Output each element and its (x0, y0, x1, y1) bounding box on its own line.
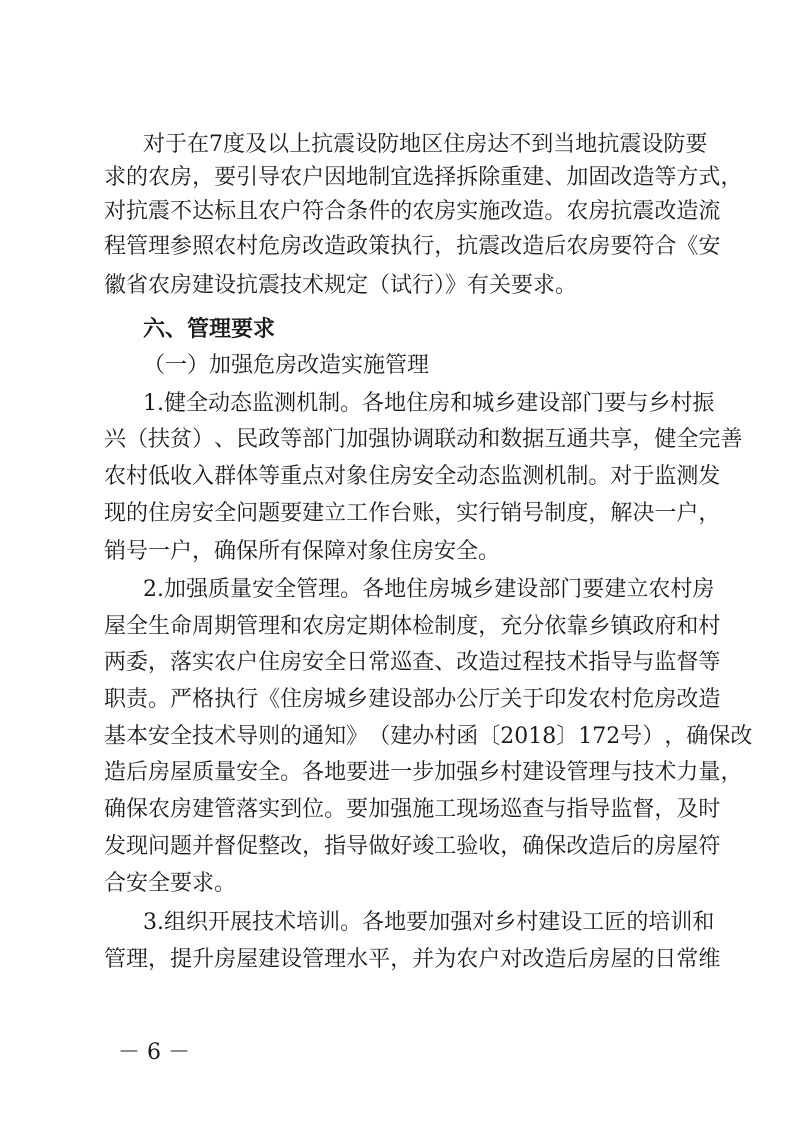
page-number: － 6 － (118, 1040, 190, 1065)
paragraph-line: 两 委 ， 落 实 农 户 住 房 安 全 日 常 巡 查 、 改 造 过 程 技 术 指 导 与 监 督 等 (104, 650, 721, 675)
paragraph-line: 造 后 房 屋 质 量 安 全 。 各 地 要 进 一 步 加 强 乡 村 建 设 管 理 与 技 术 力 量 ， (104, 760, 743, 785)
paragraph-line: 确 保 农 房 建 管 落 实 到 位 。 要 加 强 施 工 现 场 巡 查 与 指 导 监 督 ， 及 时 (104, 797, 721, 822)
paragraph-line: 现 的 住 房 安 全 问 题 要 建 立 工 作 台 账 ， 实 行 销 号 制 度 ， 解 决 一 户 ， (104, 501, 721, 526)
paragraph-line: 3. 组 织 开 展 技 术 培 训 。 各 地 要 加 强 对 乡 村 建 设 工 匠 的 培 训 和 (143, 910, 715, 935)
paragraph-line: 求 的 农 房 ， 要 引 导 农 户 因 地 制 宜 选 择 拆 除 重 建 、 加 固 改 造 等 方 式 ， (104, 165, 743, 190)
paragraph-line: 基 本 安 全 技 术 导 则 的 通 知 》 （ 建 办 村 函 〔 2018 〕 172 号 ） ， 确 保 改 (104, 724, 753, 749)
subsection-heading: （一）加强危房改造实施管理 (143, 353, 430, 378)
paragraph-line: 1. 健 全 动 态 监 测 机 制 。 各 地 住 房 和 城 乡 建 设 部 门 要 与 乡 村 振 (143, 391, 715, 416)
paragraph-line: 徽省农房建设抗震技术规定（试行）》有关要求。 (104, 273, 578, 298)
paragraph-line: 合安全要求。 (104, 871, 237, 896)
paragraph-line: 2. 加 强 质 量 安 全 管 理 。 各 地 住 房 城 乡 建 设 部 门 要 建 立 农 村 房 (143, 577, 715, 602)
paragraph-line: 对 于 在 7 度 及 以 上 抗 震 设 防 地 区 住 房 达 不 到 当 地 抗 震 设 防 要 (143, 132, 708, 157)
paragraph-line: 销号一户，确保所有保障对象住房安全。 (104, 539, 501, 564)
section-heading: 六、管理要求 (143, 317, 276, 342)
paragraph-line: 管 理 ， 提 升 房 屋 建 设 管 理 水 平 ， 并 为 农 户 对 改 造 后 房 屋 的 日 常 维 (104, 947, 721, 972)
paragraph-line: 程 管 理 参 照 农 村 危 房 改 造 政 策 执 行 ， 抗 震 改 造 后 农 房 要 符 合 《 安 (104, 234, 721, 259)
paragraph-line: 屋 全 生 命 周 期 管 理 和 农 房 定 期 体 检 制 度 ， 充 分 依 靠 乡 镇 政 府 和 村 (104, 614, 721, 639)
paragraph-line: 农 村 低 收 入 群 体 等 重 点 对 象 住 房 安 全 动 态 监 测 机 制 。 对 于 监 测 发 (104, 464, 721, 489)
paragraph-line: 职 责 。 严 格 执 行 《 住 房 城 乡 建 设 部 办 公 厅 关 于 印 发 农 村 危 房 改 造 (104, 687, 721, 712)
paragraph-line: 发 现 问 题 并 督 促 整 改 ， 指 导 做 好 竣 工 验 收 ， 确 保 改 造 后 的 房 屋 符 (104, 834, 721, 859)
paragraph-line: 兴 （ 扶 贫 ） 、 民 政 等 部 门 加 强 协 调 联 动 和 数 据 互 通 共 享 ， 健 全 完 善 (104, 427, 743, 452)
paragraph-line: 对 抗 震 不 达 标 且 农 户 符 合 条 件 的 农 房 实 施 改 造 。 农 房 抗 震 改 造 流 (104, 199, 721, 224)
